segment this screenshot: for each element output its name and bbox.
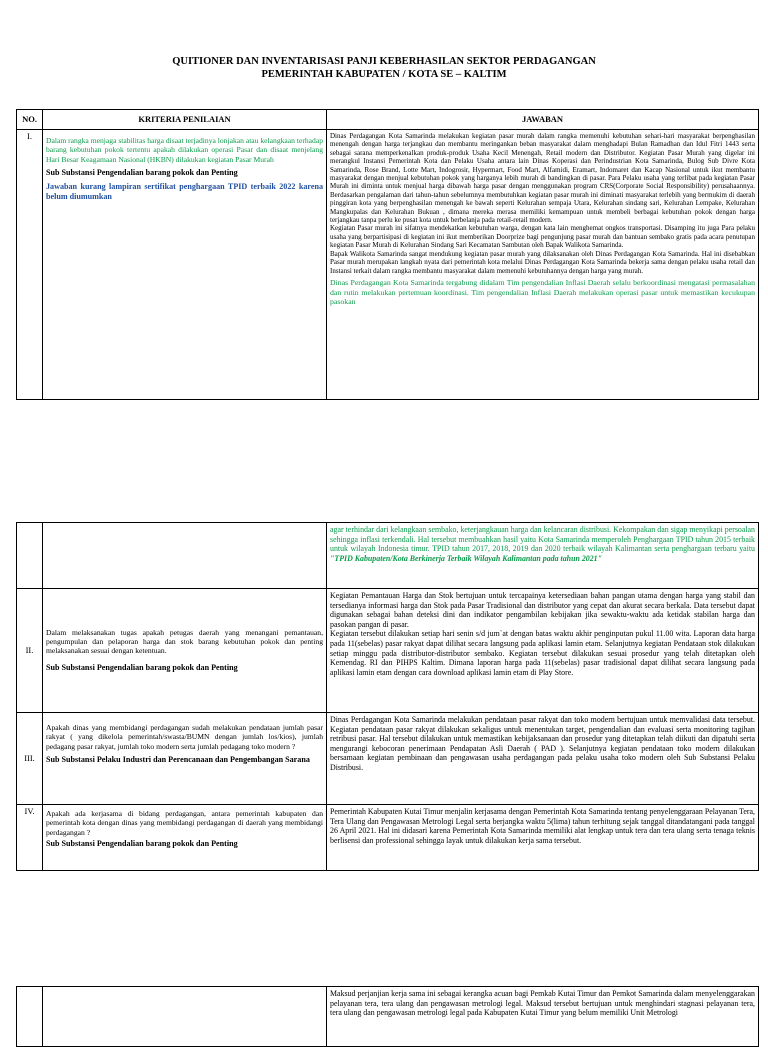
assessment-table-part-3 <box>16 986 759 1047</box>
criteria-text: Dalam rangka menjaga stabilitas harga disaat terjadinya lonjakan atau kelangkaan terhadap barang kebutuhan pokok tertentu apakah dilakukan operasi Pasar dan disaat menjelang Hari Besar Keagamaan Nasional (HKBN) dilakukan kegiatan Pasar Murah <box>46 136 323 164</box>
answer-cell <box>327 130 759 400</box>
answer-cell: Maksud perjanjian kerja sama ini sebagai kerangka acuan bagi Pemkab Kutai Timur dan Pemkot Samarinda dalam menyelenggarakan pelayanan tera, tera ulang dan pengawasan metrologi legal. Maksud tersebut bertujuan untuk menghindari stagnasi pelayanan tera, tera ulang dan pengawasan metrologi legal pada Kabupaten Kutai Timur yang belum memiliki Unit Metrologi <box>327 987 759 1047</box>
document-title-line-1: QUITIONER DAN INVENTARISASI PANJI KEBERHASILAN SEKTOR PERDAGANGAN <box>172 56 596 67</box>
sub-substansi-label: Sub Substansi Pengendalian barang pokok dan Penting <box>46 663 238 673</box>
column-header-answer: JAWABAN <box>327 110 759 130</box>
assessment-table-part-1 <box>16 109 759 400</box>
row-number: IV. <box>17 805 43 871</box>
document-title-line-2: PEMERINTAH KABUPATEN / KOTA SE – KALTIM <box>261 69 507 80</box>
answer-paragraph: Bapak Walikota Samarinda sangat mendukung kegiatan pasar murah yang dilaksanakan oleh Dinas Perdagangan Kota Samarinda. Hal ini disebabkan Pasar murah merupakan langkah nyata dari pemerintah kota melalui Dinas Perdagangan Kota Samarinda bekerja sama dengan pelaku usaha retail dan Instansi terkait dalam rangka membantu masyarakat dalam memenuhi kebutuhannya dengan harga yang murah. <box>330 249 755 275</box>
answer-paragraph-highlight: Dinas Perdagangan Kota Samarinda tergabung didalam Tim pengendalian Inflasi Daerah selalu berkoordinasi mengatasi permasalahan dan rutin melakukan pertemuan koordinasi. Tim pengendalian Inflasi Daerah melakukan operasi pasar untuk memastikan kecukupan pasokan <box>330 277 755 307</box>
row-number: III. <box>17 713 43 805</box>
answer-cell <box>327 523 759 589</box>
criteria-cell <box>43 130 327 400</box>
answer-cell <box>327 589 759 713</box>
answer-continuation: agar terhindar dari kelangkaan sembako, keterjangkauan harga dan kelancaran distribusi. Kekompakan dan sigap menyikapi persoalan sehingga inflasi terkendali. Hal tersebut membuahkan hasil yaitu Kota Samarinda memperoleh Penghargaan TPID tahun 2015 terbaik untuk wilayah Indonesia timur. TPID tahun 2017, 2018, 2019 dan 2020 terbaik wilayah Kalimantan serta penghargaan terbaru yaitu <box>330 525 755 554</box>
sub-substansi-label: Sub Substansi Pelaku Industri dan Perencanaan dan Pengembangan Sarana <box>46 754 310 764</box>
award-title: "TPID Kabupaten/Kota Berkinerja Terbaik Wilayah Kalimantan pada tahun 2021" <box>330 553 602 563</box>
column-header-criteria: KRITERIA PENILAIAN <box>43 110 327 130</box>
sub-substansi-label: Sub Substansi Pengendalian barang pokok dan Penting <box>46 838 238 848</box>
answer-paragraph: Kegiatan Pasar murah ini sifatnya mendekatkan kebutuhan warga, dengan kata lain menghemat ongkos transportasi. Disamping itu juga Para pelaku usaha yang berpartisipasi di kegiatan ini ikut memberikan Doorprize bagi pengunjung pasar murah dan bantuan sembako gratis pada acara penutupan kegiatan Pasar Murah di Kelurahan Sindang Sari Kecamatan Sambutan oleh Bapak Walikota Samarinda. <box>330 224 755 250</box>
answer-cell: Pemerintah Kabupaten Kutai Timur menjalin kerjasama dengan Pemerintah Kota Samarinda tentang penyelenggaraan Pelayanan Tera, Tera Ulang dan Pengawasan Metrologi Legal serta berjangka waktu 5(lima) tahun terhitung sejak tanggal ditandatangani pada tanggal 26 April 2021. Hal ini didasari karena Pemerintah Kota Samarinda memiliki alat lengkap untuk tera dan tera ulang serta tenaga teknis berlisensi dan professional sehingga layak untuk dilakukan kerja sama tersebut. <box>327 805 759 871</box>
criteria-cell <box>43 589 327 713</box>
sub-substansi-label: Sub Substansi Pengendalian barang pokok dan Penting <box>46 167 238 177</box>
answer-paragraph: Kegiatan tersebut dilakukan setiap hari senin s/d jum`at dengan batas waktu akhir penginputan pukul 11.00 wita. Laporan data harga pada 11(sebelas) pasar rakyat dapat dilihat secara langsung pada aplikasi lamin etam. Selanjutnya kegiatan Pendataan stok dilakukan setiap minggu pada distributor-distributor sembako. Kegiatan tersebut dilakukan sesuai prosedur yang telah ditetapkan oleh Kemendag. RI dan PIHPS Kaltim. Dimana laporan harga pada 11(sebelas) pasar tradisional dapat dilihat secara langsung pada aplikasi lamin etam dengan cara download aplikasi lamin etam di Play Store. <box>330 629 755 677</box>
answer-cell: Dinas Perdagangan Kota Samarinda melakukan pendataan pasar rakyat dan toko modern bertujuan untuk memvalidasi data tersebut. Kegiatan pendataan pasar rakyat dilakukan sekaligus untuk menentukan target, pengendalian dan evaluasi serta monitoring tagihan retribusi pasar. Hal tersebut dilakukan untuk memastikan kebijaksanaan dan prosedur yang ditetapkan telah diikuti dan dipatuhi serta mengurangi kebocoran penerimaan Pendapatan Asli Daerah ( PAD ). Selanjutnya kegiatan pendataan toko modern dilakukan bersamaan kegiatan pembinaan dan pengawasan usaha perdagangan pada pelaku usaha toko modern oleh Sub Substansi Pelaku Distribusi. <box>327 713 759 805</box>
criteria-text: Apakah ada kerjasama di bidang perdagangan, antara pemerintah kabupaten dan pemerintah kota dengan dinas yang membidangi perdagangan di daerah yang membidangi perdagangan ? <box>46 809 323 837</box>
row-number: II. <box>17 589 43 713</box>
reviewer-note: Jawaban kurang lampiran sertifikat penghargaan TPID terbaik 2022 karena belum diumumkan <box>46 181 323 201</box>
answer-paragraph: Dinas Perdagangan Kota Samarinda melakukan kegiatan pasar murah dalam rangka memenuhi kebutuhan sehari-hari masyarakat berpenghasilan menengah dengan harga terjangkau dan membantu meringankan beban masyarakat dalam menghadapi Bulan Ramadhan dan Idul Fitri 1443 serta sebagai sarana memperkenalkan produk-produk Usaha Kecil Menengah, Retail modern dan Distributor. Kegiatan Pasar Murah yang digelar ini merangkul Instansi Pemerintah Kota dan Pelaku Usaha antara lain Dinas Koperasi dan Perindustrian Kota Samarinda, Bulog Sub Divre Kota Samarinda, Rose Brand, Lotte Mart, Indogrosir, Hypermart, Food Mart, Alfamidi, Eramart, Indomaret dan Kacap Nasional untuk ikut membantu masyarakat dengan menjual kebutuhan pokok yang harganya lebih murah di bandingkan di pasar. Para Pelaku usaha yang terlibat pada kegiatan Pasar Murah ini diminta untuk menjual harga dibawah harga pasar dengan menggunakan program CRS(Corporate Social Responsibility) perusahaannya. Berdasarkan pengalaman dari tahun-tahun sebelumnya membutuhkan kegiatan pasar murah ini diminati masyarakat terlebih yang bermukim di daerah pinggiran kota yang berpenghasilan menengah ke bawah seperti Kelurahan sempaja Utara, Kelurahan sindang sari, Kelurahan Lempake, Kelurahan Mangkupalas dan Kelurahan Bukuan , dimana mereka merasa memiliki kemampuan untuk membeli berbagai kebutuhan pokok dengan harga terjangkau tanpa perlu ke pusat kota untuk berbelanja pada retail-retail modern. <box>330 132 755 225</box>
criteria-cell <box>43 805 327 871</box>
row-number: I. <box>17 130 43 400</box>
criteria-text: Apakah dinas yang membidangi perdagangan sudah melakukan pendataan jumlah pasar rakyat ( yang dikelola pemerintah/swasta/BUMN dengan jumlah los/kios), jumlah pedagang pasar rakyat, jumlah toko modern serta jumlah pedagang toko modern ? <box>46 723 323 751</box>
answer-paragraph: Kegiatan Pemantauan Harga dan Stok bertujuan untuk tercapainya ketersediaan bahan pangan utama dengan harga yang stabil dan tersedianya informasi harga dan Stok pada Pasar Tradisional dan distributor yang cepat dan akurat secara berkala. Data tersebut dapat digunakan sebagai bahan deteksi dini dan indikator pengambilan kebijakan jika sewaktu-waktu ada ketidak stabilan harga dan pasokan pangan di pasar. <box>330 591 755 629</box>
assessment-table-part-2 <box>16 522 759 871</box>
criteria-text: Dalam melaksanakan tugas apakah petugas daerah yang menangani pemantauan, pengumpulan dan pelaporan harga dan stok barang kebutuhan pokok dan penting melaksanakan sesuai dengan ketentuan. <box>46 627 323 656</box>
column-header-no: NO. <box>17 110 43 130</box>
criteria-cell <box>43 713 327 805</box>
